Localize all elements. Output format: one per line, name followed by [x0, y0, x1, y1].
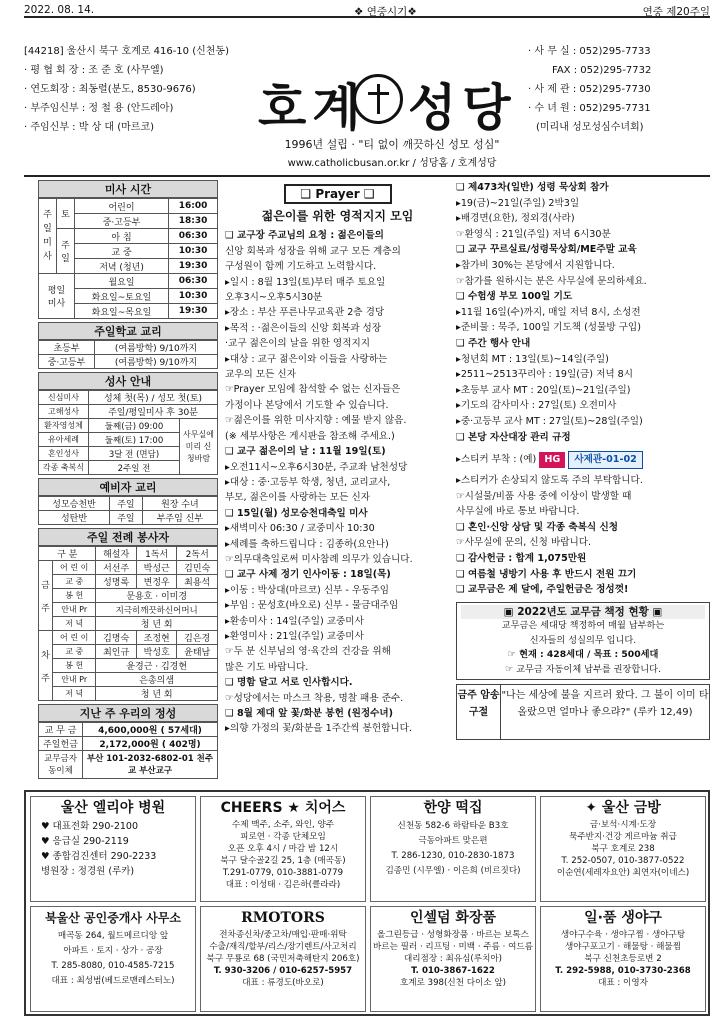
memory-verse-box: [456, 684, 710, 740]
offering-title: 지난 주 우리의 정성: [38, 704, 218, 722]
notice-line: ☞성당에서는 마스크 착용, 명찰 패용 준수.: [225, 692, 404, 704]
notice-line: ▸장소 : 부산 푸른나무교육관 2층 경당: [225, 307, 385, 319]
notice-line: ❑ 본당 자산대장 관리 규정: [456, 431, 571, 443]
ad-ulsan-jewelry[interactable]: ✦ 울산 금방 금·보석·시계·도장 묵주반지·건강 게르마늄 취급 북구 호계로 238 T. 252-0507, 010-3877-0522 이순연(세레자요안) 최연자(이네스): [540, 796, 706, 902]
council-president: · 평 협 회 장 : 조 준 호 (사무엘): [24, 65, 164, 76]
yeondo-president: · 연도회장 : 최동렬(분도, 8530-9676): [24, 84, 196, 95]
ad-elijah-hospital[interactable]: 울산 엘리야 병원 ♥ 대표전화 290-2100 ♥ 응급실 290-2119 ♥ 종합검진센터 290-2233 병원장 : 정경원 (루카): [30, 796, 196, 902]
notice-line: ▸이동 : 박상대(마르코) 신부 - 우동주임: [225, 584, 389, 596]
cross-emblem-icon: [353, 74, 403, 124]
notice-line: ▸배경면(요한), 정외경(사라): [456, 213, 575, 225]
notice-line: 오후3시~오후5시30분: [225, 292, 323, 304]
notice-line: ❑ 여름철 냉방기 사용 후 반드시 전원 끄기: [456, 568, 637, 580]
notice-line: ❑ 교구장 주교님의 요청 : 젊은이들의: [225, 230, 384, 242]
liturgical-season: ❖ 연중시기❖: [354, 6, 417, 18]
notice-line: ☞환영식 : 21일(주일) 저녁 6시30분: [456, 228, 611, 240]
notice-line: 부모, 젊은이를 사랑하는 모든 신자: [225, 492, 370, 504]
catechumen-title: 예비자 교리: [38, 478, 218, 496]
assistant-priest: · 부주임신부 : 정 철 용 (안드레아): [24, 103, 174, 114]
notice-line: ❑ 수험생 부모 100일 기도: [456, 291, 573, 303]
notice-line: 구성원이 함께 기도하고 노력합시다.: [225, 261, 377, 273]
notice-line: ▸부임 : 문성호(바오로) 신부 - 물금대주임: [225, 600, 399, 612]
left-column: [38, 180, 218, 779]
address: [44218] 울산시 북구 호계로 416-10 (신천동): [24, 46, 229, 57]
notice-line: ❑ 15일(월) 성모승천대축일 미사: [225, 507, 368, 519]
header-divider: [24, 175, 710, 177]
ad-incelderm[interactable]: 인셀덤 화장품 올그린등급 · 성형화장품 · 바르는 보톡스 바르는 필러 · 리프팅 · 미백 · 주름 · 여드름 대리점장 : 최유심(루치아) T. 010-3867-1622 호계로 398(신천 다이소 앞): [370, 906, 536, 1012]
notice-line: ▸청년회 MT : 13일(토)~14일(주일): [456, 353, 609, 365]
issue-date: 2022. 08. 14.: [24, 4, 95, 16]
tithe-status-box: ▣ 2022년도 교무금 책정 현황 ▣ 교무금은 세대당 책정하여 매월 납부하는 신자들의 성실의무 입니다. ☞ 현재 : 428세대 / 목표 : 500세대 ☞ 교무금 자동이체 납부를 권장합니다.: [456, 602, 710, 681]
notice-line: ❑ 감사헌금 : 합계 1,075만원: [456, 553, 587, 565]
notice-line: ☞두 분 신부님의 영·육간의 건강을 위해: [225, 646, 391, 658]
notice-line: ▸참가비 30%는 본당에서 지원합니다.: [456, 259, 615, 271]
notice-line: 사무실에 바로 통보 바랍니다.: [456, 506, 580, 518]
notice-line: ▸11월 16일(수)까지, 매일 저녁 8시, 소성전: [456, 306, 641, 318]
ad-real-estate[interactable]: 북울산 공인중개사 사무소 매곡동 264, 월드메르디앙 앞 아파트 · 토지 · 상가 · 공장 T. 285-8080, 010-4585-7215 대표 : 최성범(베드로맨레스터노): [30, 906, 196, 1012]
sacrament-title: 성사 안내: [38, 372, 218, 390]
notice-line: 많은 기도 바랍니다.: [225, 661, 309, 673]
notice-line: ▸세례를 축하드립니다 : 김종하(요안나): [225, 538, 389, 550]
rectory-phone: · 사 제 관 : 052)295-7730: [528, 84, 651, 95]
notice-line: ▸중·고등부 교사 MT : 27일(토)~28일(주일): [456, 415, 643, 427]
servers-table: 구 분 해설자 1독서 2독서 금 주 어 린 이 서선주 박성근 김민숙 교 중 성명록 변정우 최용석 봉 헌 문용호 · 이미경 안내 Pr 지극히깨끗하신어머니 저 녁 청 년 회 차 주 어 린 이 김명숙 조정현 김은경 교 중 최인규 박성호 윤태남 봉 헌 윤경근 · 김경현 안내 Pr 은총의샘 저 녁 청 년 회: [38, 546, 218, 701]
tithe-title: ▣ 2022년도 교무금 책정 현황 ▣: [461, 605, 705, 620]
notice-line: 신앙 회복과 성장을 위해 교구 모든 계층의: [225, 245, 401, 257]
notice-line: ☞Prayer 모임에 참석할 수 없는 신자들은: [225, 384, 401, 396]
notice-line: ·교구 젊은이의 날을 위한 영적지지: [225, 338, 370, 350]
notice-line: ▸스티커가 손상되지 않도록 주의 부탁합니다.: [456, 475, 643, 487]
asset-code-badge: 사제관-01-02: [568, 451, 642, 469]
notice-line: ❑ 주간 행사 안내: [456, 337, 531, 349]
notice-line: ☞의무대축일로써 미사참례 의무가 있습니다.: [225, 553, 413, 565]
liturgical-week: 연중 제20주일: [642, 6, 710, 18]
notice-line: ▸일시 : 8월 13일(토)부터 매주 토요일: [225, 276, 386, 288]
notice-line: ▸대상 : 중·고등부 학생, 청년, 교리교사,: [225, 476, 391, 488]
notice-line: ▸의향 가정의 꽃/화분을 1주간씩 봉헌합니다.: [225, 723, 412, 735]
notice-line: ▸준비물 : 묵주, 100일 기도책 (성물방 구입): [456, 322, 641, 334]
fax: FAX : 052)295-7732: [552, 65, 652, 76]
notice-line: ▸대상 : 교구 젊은이와 이들을 사랑하는: [225, 353, 388, 365]
ad-hanyang-rice-cake[interactable]: 한양 떡집 신천동 582-6 하람타운 B3호 극동아파트 맞은편 T. 286-1230, 010-2830-1873 김종민 (시무엘) · 이은희 (비르짓다): [370, 796, 536, 902]
ad-cheers[interactable]: CHEERS ★ 치어스 수제 맥주, 소주, 와인, 양주 피로연 · 각종 단체모임 오픈 오후 4시 / 마감 밤 12시 북구 달수골2길 25, 1층 (매곡동) T.291-0779, 010-3881-0779 대표 : 이성태 · 김은하(클라라): [200, 796, 366, 902]
sunday-school-title: 주일학교 교리: [38, 322, 218, 340]
notice-line: ❑ 제473차(일반) 성령 묵상회 참가: [456, 182, 609, 193]
notice-line: ❑ 혼인·신앙 상담 및 각종 축복식 신청: [456, 521, 619, 533]
prayer-badge: ❑ Prayer ❑: [284, 184, 392, 204]
notice-line: ▸환송미사 : 14일(주일) 교중미사: [225, 615, 364, 627]
notice-line: ☞시설물/비품 사용 중에 이상이 발생할 때: [456, 490, 632, 502]
mass-times-title: 미사 시간: [38, 180, 218, 198]
notice-line: ▸목적 : ·젊은이들의 신앙 회복과 성장: [225, 322, 382, 334]
notice-line: 가정이나 본당에서 기도할 수 있습니다.: [225, 399, 389, 411]
notice-line: ❑ 교구 젊은이의 날 : 11월 19일(토): [225, 446, 386, 458]
notice-line: ▸19(금)~21일(주일) 2박3일: [456, 197, 580, 209]
website-line[interactable]: www.catholicbusan.or.kr / 성당홈 / 호계성당: [287, 158, 497, 169]
parish-logo: 호계 성당: [258, 68, 522, 128]
servers-title: 주일 전례 봉사자: [38, 528, 218, 546]
parish-info: [24, 42, 254, 137]
founding-line: 1996년 설립 · "티 없이 깨끗하신 성모 성심": [284, 138, 500, 151]
memory-verse-label: 금주 암송 구절: [457, 685, 501, 739]
notice-line: ▸2511~2513꾸리아 : 19일(금) 저녁 8시: [456, 369, 634, 381]
notice-line: ▸초등부 교사 MT : 20일(토)~21일(주일): [456, 384, 631, 396]
mass-times-table: 주 일 미 사 토 어린이 16:00 중·고등부 18:30 주 일 아 침 06:30 교 중 10:30 저녁 (청년) 19:30 평일 미사 월요일 06:30 화요일~토요일 10:30 화요일~목요일 19:30: [38, 198, 218, 319]
notice-line: ❑ 교구 사제 정기 인사이동 : 18일(목): [225, 569, 391, 581]
notice-line: ▸오전11시~오후6시30분, 주교좌 남천성당: [225, 461, 408, 473]
ad-ilpum-saengagu[interactable]: 일·품 생야구 생야구수육 · 생야구찜 · 생야구탕 생야구포고기 · 해물탕 · 해물찜 북구 신천초등로변 2 T. 292-5988, 010-3730-2368 대표 : 이영자: [540, 906, 706, 1012]
memory-verse-text: "나는 세상에 불을 지르러 왔다. 그 불이 이미 타올랐으면 얼마나 좋으랴?" (루카 12,49): [501, 690, 709, 719]
sticker-example: ▸스티커 부착 : (예) HG 사제관-01-02: [456, 451, 710, 469]
notice-line: ❑ 교구 꾸르실료/성령묵상회/ME주말 교육: [456, 244, 637, 256]
notice-line: ❑ 교무금은 제 달에, 주일헌금은 정성껏!: [456, 584, 629, 596]
notice-line: ▸기도의 감사미사 : 27일(토) 오전미사: [456, 400, 617, 412]
convent-name: (미리내 성모성심수녀회): [536, 122, 644, 133]
sacrament-table: 신심미사 성체 첫(목) / 성모 첫(토) 고해성사 주일/평일미사 후 30분 환자영성체 둘째(금) 09:00 사무실에 미리 신청바람 유아세례 둘째(토) 17:00 혼인성사 3달 전 (면담) 각종 축복식 2주일 전: [38, 390, 218, 475]
notice-line: ☞참가를 원하시는 분은 사무실에 문의하세요.: [456, 275, 647, 287]
prayer-title: 젊은이를 위한 영적지지 모임: [261, 209, 414, 223]
notice-line: ☞젊은이를 위한 미사지향 : 예물 받지 않음.: [225, 415, 407, 427]
pastor: · 주임신부 : 박 상 대 (마르코): [24, 122, 155, 133]
catechumen-table: 성모승천반 주일 원장 수녀 성탄반 주일 부주임 신부: [38, 496, 218, 525]
middle-column: [225, 180, 450, 737]
hg-sticker-badge: HG: [539, 452, 565, 468]
notice-line: ▸새벽미사 06:30 / 교중미사 10:30: [225, 523, 375, 535]
convent-phone: · 수 녀 원 : 052)295-7731: [528, 103, 651, 114]
notice-line: ❑ 명함 달고 서로 인사합시다.: [225, 677, 353, 689]
ad-rmotors[interactable]: RMOTORS 전차종신차/중고차/매입·판매·위탁 수출/재직/할부/리스/장기렌트/사고처리 북구 무룡로 68 (국민저축해탄지 206호) T. 930-3206 / 010-6257-5957 대표 : 류경도(바오로): [200, 906, 366, 1012]
top-bar: [24, 4, 710, 18]
offering-table: 교 무 금 4,600,000원 ( 57세대) 주일헌금 2,172,000원 ( 402명) 교무금자동이체 부산 101-2032-6802-01 천주교 부산교구: [38, 722, 218, 779]
contact-info: [528, 42, 708, 137]
notice-line: ❑ 8월 제대 앞 꽃/화분 봉헌 (원정수녀): [225, 708, 394, 719]
office-phone: · 사 무 실 : 052)295-7733: [528, 46, 651, 57]
ads-section: [24, 790, 710, 1016]
notice-line: ▸환영미사 : 21일(주일) 교중미사: [225, 630, 364, 642]
sunday-school-table: 초등부 (여름방학) 9/10까지 중·고등부 (여름방학) 9/10까지: [38, 340, 218, 369]
notice-line: (※ 세부사항은 게시판을 참조해 주세요.): [225, 430, 395, 442]
notice-line: ☞사무실에 문의, 신청 바랍니다.: [456, 537, 592, 549]
notice-line: 교우의 모든 신자: [225, 369, 296, 381]
right-column: [456, 180, 710, 740]
